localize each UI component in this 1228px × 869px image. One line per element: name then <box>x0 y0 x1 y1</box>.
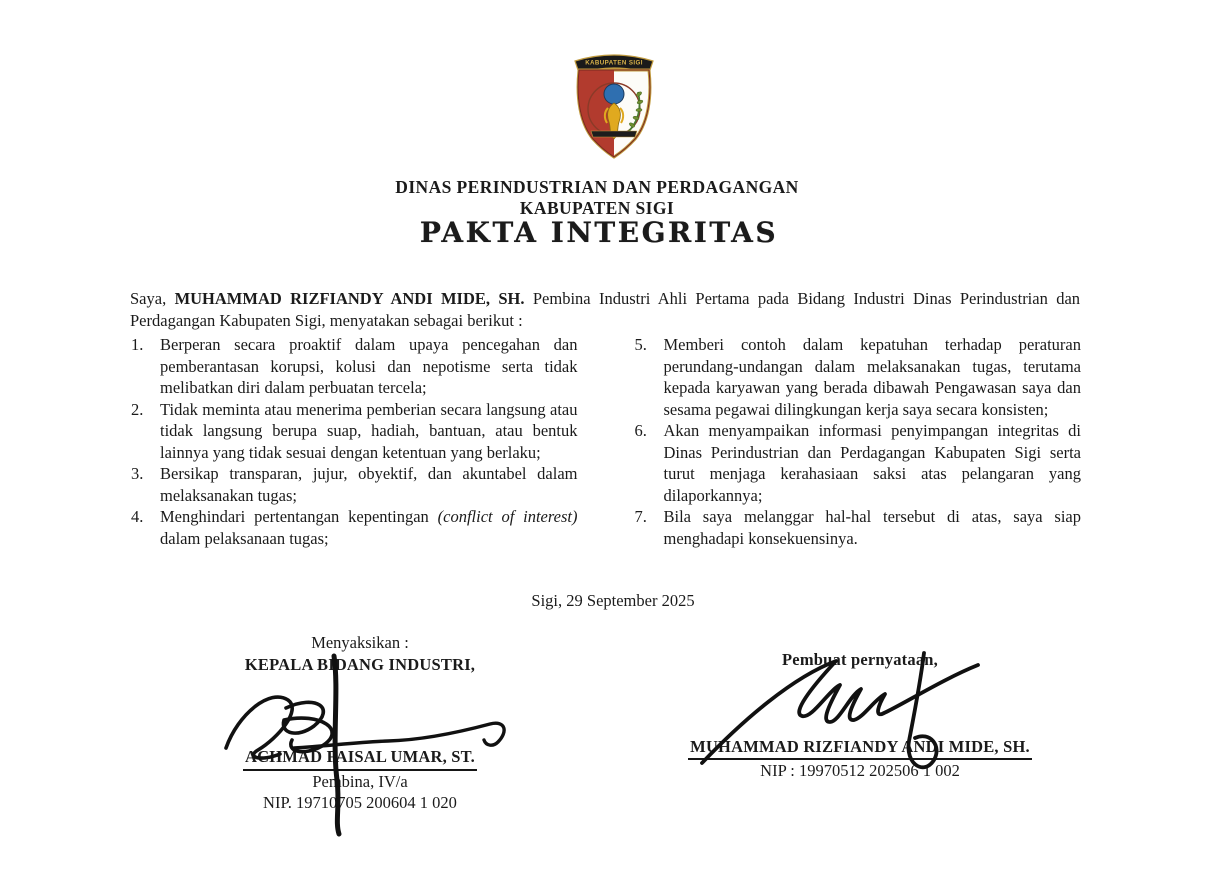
points-left-column <box>131 334 578 549</box>
item-text: Menghindari pertentangan kepentingan <box>160 507 438 526</box>
witness-signature-block <box>155 632 565 814</box>
item-text-italic: (conflict of interest) <box>437 507 578 526</box>
item-text: Bila saya melanggar hal-hal tersebut di atas, saya siap menghadapi konsekuensinya. <box>663 507 1081 548</box>
item-text: Bersikap transparan, jujur, obyektif, dan akuntabel dalam melaksanakan tugas; <box>160 464 578 505</box>
list-item <box>635 334 1082 420</box>
witness-nip: NIP. 19710705 200604 1 020 <box>263 793 457 812</box>
item-text: Memberi contoh dalam kepatuhan terhadap peraturan perundang-undangan dalam melaksanakan tugas, terutama kepada karyawan yang berada dibawah Pengawasan saya dan sesama pegawai dilingkungan kerja saya secara konsisten; <box>663 335 1081 419</box>
org-name-line2: KABUPATEN SIGI <box>519 198 675 218</box>
list-item <box>635 420 1082 506</box>
integrity-points <box>131 334 1081 549</box>
witness-label: Menyaksikan : <box>311 633 409 652</box>
declarant-signature-block <box>655 649 1065 782</box>
document-title: PAKTA INTEGRITAS <box>419 216 779 249</box>
emblem-blue-disc <box>604 84 624 104</box>
declarant-nip: NIP : 19970512 202506 1 002 <box>760 761 960 780</box>
org-name-line1: DINAS PERINDUSTRIAN DAN PERDAGANGAN <box>395 177 799 197</box>
list-item <box>131 463 578 506</box>
points-right-column <box>635 334 1082 549</box>
item-text: Tidak meminta atau menerima pemberian secara langsung atau tidak langsung berupa suap, hadiah, bantuan, atau bentuk lainnya yang tidak sesuai dengan ketentuan yang berlaku; <box>160 399 578 462</box>
item-number: 3. <box>131 464 144 483</box>
list-item <box>131 399 578 464</box>
declarant-name-line: MUHAMMAD RIZFIANDY ANDI MIDE, SH. <box>688 736 1032 761</box>
item-text: Berperan secara proaktif dalam upaya pencegahan dan pemberantasan korupsi, kolusi dan nepotisme serta tidak melibatkan diri dalam perbuatan tercela; <box>160 335 578 397</box>
declarant-name: MUHAMMAD RIZFIANDY ANDI MIDE, SH. <box>174 288 525 308</box>
kabupaten-sigi-emblem <box>562 46 666 160</box>
list-item <box>131 506 578 549</box>
list-item <box>635 506 1082 549</box>
date-line: Sigi, 29 September 2025 <box>531 591 695 610</box>
item-text: Akan menyampaikan informasi penyimpangan integritas di Dinas Perindustrian dan Perdagangan Kabupaten Sigi serta turut menjaga kerahasiaan saksi atas pelangaran yang dilaporkannya; <box>663 421 1081 505</box>
intro-prefix: Saya, <box>130 288 175 308</box>
item-number: 4. <box>131 507 144 526</box>
emblem-banner-text: KABUPATEN SIGI <box>585 59 643 67</box>
list-item <box>131 334 578 399</box>
emblem-bottom-banner <box>591 131 637 137</box>
intro-rest: Pembina Industri Ahli Pertama pada Bidang Industri Dinas Perindustrian dan Perdagangan Kabupaten Sigi, menyatakan sebagai berikut : <box>130 288 1081 330</box>
item-number: 2. <box>131 399 144 419</box>
item-number: 7. <box>634 507 647 526</box>
intro-paragraph <box>130 288 1080 332</box>
witness-role: KEPALA BIDANG INDUSTRI, <box>244 654 476 674</box>
item-number: 1. <box>131 335 144 354</box>
witness-rank: Pembina, IV/a <box>312 771 408 791</box>
witness-name: ACHMAD FAISAL UMAR, ST. <box>243 746 477 771</box>
item-number: 6. <box>634 421 647 440</box>
item-number: 5. <box>634 335 647 354</box>
item-text: dalam pelaksanaan tugas; <box>160 528 329 548</box>
declarant-role: Pembuat pernyataan, <box>782 650 938 669</box>
